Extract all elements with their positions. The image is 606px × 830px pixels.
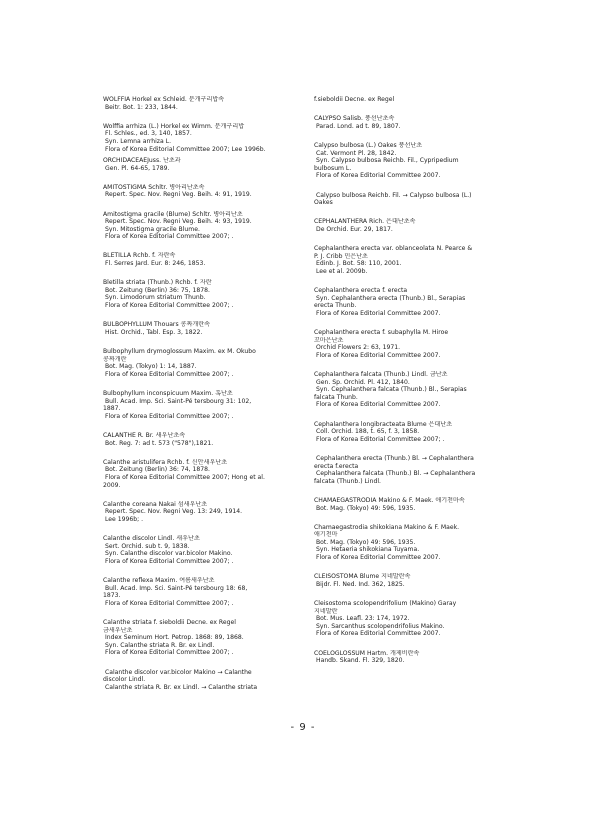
entry-line: Orchid Flowers 2: 63, 1971. [316, 344, 401, 352]
taxon-entry [314, 329, 529, 359]
entry-line: Oakes [314, 199, 333, 207]
entry-line: P. J. Cribb 민은난초 [314, 252, 368, 260]
entry-line: Flora of Korea Editorial Committee 2007; . [105, 302, 234, 310]
taxon-entry [103, 501, 318, 524]
entry-line: Fl. Schles., ed. 3, 140, 1857. [105, 130, 192, 138]
entry-line: 2009. [103, 481, 121, 489]
entry-line: 지네발란 [314, 607, 338, 615]
taxon-entry [103, 184, 318, 199]
taxon-entry [314, 245, 529, 275]
entry-line: CEPHALANTHERA Rich. 은대난초속 [314, 218, 416, 226]
entry-line: Bulbophyllum inconspicuum Maxim. 혹난초 [103, 389, 233, 397]
entry-line: Flora of Korea Editorial Committee 2007. [316, 309, 441, 317]
entry-line: Bot. Zeitung (Berlin) 36: 75, 1878. [105, 286, 210, 294]
entry-line: Hist. Orchid., Tabl. Esp. 3, 1822. [105, 328, 203, 336]
entry-line: Calanthe striata f. sieboldii Decne. ex Regel [103, 619, 236, 627]
taxon-entry [314, 142, 529, 180]
entry-line: COELOGLOSSUM Hartm. 개제비란속 [314, 649, 420, 657]
entry-line: Cephalanthera longibracteata Blume 은대난초 [314, 420, 453, 428]
entry-line: Cephalanthera erecta f. subaphylla M. Hiroe [314, 329, 449, 337]
entry-line: ORCHIDACEAEJuss. 난초과 [103, 156, 181, 164]
entry-line: Cephalanthera erecta f. erecta [314, 287, 408, 295]
entry-line: Wolffia arrhiza (L.) Horkel ex Wimm. 분개구리밥 [103, 122, 245, 130]
entry-line: 애기천마 [314, 531, 338, 539]
entry-line: Bot. Mag. (Tokyo) 1: 14, 1887. [105, 363, 197, 371]
entry-line: Syn. Cephalanthera falcata (Thunb.) Bl., Serapias [316, 386, 467, 394]
entry-line: falcata (Thunb.) Lindl. [314, 477, 381, 485]
entry-line: Sert. Orchid. sub t. 9, 1838. [105, 542, 190, 550]
taxon-entry [103, 390, 318, 420]
entry-line: Beitr. Bot. 1: 233, 1844. [105, 103, 178, 111]
entry-line: Edinb. J. Bot. 58: 110, 2001. [316, 260, 402, 268]
entry-line: Gen. Pl. 64-65, 1789. [105, 164, 170, 172]
entry-line: Calypso bulbosa Reichb. Fil. → Calypso bulbosa (L.) [316, 191, 472, 199]
taxon-entry [103, 619, 318, 657]
entry-line: CHAMAEGASTRODIA Makino & F. Maek. 애기천마속 [314, 496, 465, 504]
entry-line: 1873. [103, 592, 121, 600]
taxon-entry [103, 432, 318, 447]
entry-line: Calanthe reflexa Maxim. 여름새우난초 [103, 577, 215, 585]
entry-line: Cleisostoma scolopendrifolium (Makino) Garay [314, 600, 457, 608]
taxon-entry [103, 321, 318, 336]
entry-line: CALYPSO Salisb. 풍선난초속 [314, 115, 395, 123]
entry-line: Cephalanthera erecta var. oblanceolata N. Pearce & [314, 245, 473, 253]
taxon-entry [103, 577, 318, 607]
entry-line: Flora of Korea Editorial Committee 2007. [316, 351, 441, 359]
entry-line: Syn. Calypso bulbosa Reichb. Fil., Cypripedium [316, 157, 459, 165]
entry-line: Calypso bulbosa (L.) Oakes 풍선난초 [314, 141, 423, 149]
taxon-entry [314, 371, 529, 409]
entry-line: Flora of Korea Editorial Committee 2007; . [105, 649, 234, 657]
taxon-entry [314, 115, 529, 130]
entry-line: Flora of Korea Editorial Committee 2007. [316, 630, 441, 638]
entry-line: Cat. Vermont Pl. 28, 1842. [316, 149, 397, 157]
taxon-entry [314, 524, 529, 562]
taxon-entry [103, 535, 318, 565]
entry-line: Fl. Serres Jard. Eur. 8: 246, 1853. [105, 260, 206, 268]
taxon-entry [314, 573, 529, 588]
right-column [314, 96, 529, 676]
taxon-entry [103, 96, 318, 111]
taxon-entry [103, 252, 318, 267]
entry-line: Syn. Sarcanthus scolopendrifolius Makino. [316, 622, 445, 630]
entry-line: 1887. [103, 405, 121, 413]
entry-line: Flora of Korea Editorial Committee 2007. [316, 554, 441, 562]
taxon-entry [314, 96, 529, 104]
entry-line: 콩짜개란 [103, 355, 127, 363]
entry-line: discolor Lindl. [103, 676, 146, 684]
entry-line: Syn. Calanthe discolor var.bicolor Makino. [105, 550, 233, 558]
entry-line: Bijdr. Fl. Ned. Ind. 362, 1825. [316, 580, 405, 588]
left-column [103, 96, 318, 703]
entry-line: Bot. Reg. 7: ad t. 573 ("578"),1821. [105, 439, 214, 447]
taxon-entry [103, 669, 318, 692]
entry-line: Lee 1996b; . [105, 515, 144, 523]
taxon-entry [314, 600, 529, 638]
entry-line: falcata Thunb. [314, 393, 358, 401]
entry-line: Cephalanthera falcata (Thunb.) Lindl. 금난초 [314, 371, 448, 378]
page-number: - 9 - [290, 722, 316, 733]
taxon-entry [314, 287, 529, 317]
entry-line: Bot. Mag. (Tokyo) 49: 596, 1935. [316, 538, 416, 546]
entry-line: De Orchid. Eur. 29, 1817. [316, 225, 393, 233]
entry-line: Bletilla striata (Thunb.) Rchb. f. 자란 [103, 279, 212, 287]
entry-line: bulbosum L. [314, 164, 352, 172]
entry-line: Lee et al. 2009b. [316, 267, 368, 275]
entry-line: Flora of Korea Editorial Committee 2007; . [105, 599, 234, 607]
taxon-entry [314, 455, 529, 485]
entry-line: Calanthe coreana Nakai 섬새우난초 [103, 500, 208, 508]
entry-line: Gen. Sp. Orchid. Pl. 412, 1840. [316, 378, 410, 386]
entry-line: Calanthe discolor Lindl. 새우난초 [103, 535, 200, 543]
entry-line: BULBOPHYLLUM Thouars 콩짜개란속 [103, 321, 210, 329]
entry-line: Flora of Korea Editorial Committee 2007; . [105, 233, 234, 241]
taxon-entry [103, 348, 318, 378]
entry-line: Repert. Spec. Nov. Regni Veg. 13: 249, 1914. [105, 508, 243, 516]
entry-line: Flora of Korea Editorial Committee 2007. [316, 172, 441, 180]
entry-line: Syn. Hetaeria shikokiana Tuyama. [316, 546, 420, 554]
taxon-entry [103, 123, 318, 172]
entry-line: Calanthe striata R. Br. ex Lindl. → Calanthe striata [105, 683, 258, 691]
entry-line: Bulbophyllum drymoglossum Maxim. ex M. Okubo [103, 348, 256, 356]
entry-line: 꼬마은난초 [314, 336, 344, 344]
taxon-entry [314, 421, 529, 444]
entry-line: 금새우난초 [103, 626, 133, 634]
entry-line: Flora of Korea Editorial Committee 2007; Lee 1996b. [105, 145, 266, 153]
entry-line: Calanthe discolor var.bicolor Makino → Calanthe [105, 668, 252, 676]
entry-line: Syn. Limodorum striatum Thunb. [105, 294, 206, 302]
entry-line: Flora of Korea Editorial Committee 2007; Hong et al. [105, 473, 265, 481]
entry-line: Flora of Korea Editorial Committee 2007. [316, 401, 441, 409]
entry-line: Calanthe aristulifera Rchb. f. 신안새우난초 [103, 458, 228, 466]
entry-line: BLETILLA Rchb. f. 자란속 [103, 252, 176, 260]
entry-line: Syn. Calanthe striata R. Br. ex Lindl. [105, 641, 215, 649]
entry-line: Handb. Skand. Fl. 329, 1820. [316, 657, 405, 665]
taxon-entry [103, 211, 318, 241]
entry-line: Flora of Korea Editorial Committee 2007; . [105, 557, 234, 565]
entry-line: Syn. Cephalanthera erecta (Thunb.) Bl., Serapias [316, 294, 466, 302]
entry-line: Index Seminum Hort. Petrop. 1868: 89, 1868. [105, 634, 244, 642]
taxon-entry [314, 218, 529, 233]
taxon-entry [103, 459, 318, 489]
entry-line: Coll. Orchid. 188, t. 65, f. 3, 1858. [316, 428, 420, 436]
entry-line: Bull. Acad. Imp. Sci. Saint-Pé tersbourg 31: 102, [105, 397, 252, 405]
entry-line: f.sieboldii Decne. ex Regel [314, 96, 395, 103]
entry-line: CLEISOSTOMA Blume 지네발란속 [314, 573, 411, 581]
entry-line: Syn. Lemna arrhiza L. [105, 137, 172, 145]
taxon-entry [314, 497, 529, 512]
entry-line: Chamaegastrodia shikokiana Makino & F. Maek. [314, 523, 460, 531]
taxon-entry [314, 650, 529, 665]
entry-line: Flora of Korea Editorial Committee 2007; . [105, 412, 234, 420]
entry-line: Flora of Korea Editorial Committee 2007; . [105, 370, 234, 378]
entry-line: AMITOSTIGMA Schltr. 병아리난초속 [103, 183, 205, 191]
entry-line: WOLFFIA Horkel ex Schleid. 분개구리밥속 [103, 96, 225, 103]
entry-line: Repert. Spec. Nov. Regni Veg. Beih. 4: 93, 1919. [105, 218, 252, 226]
taxon-entry [314, 192, 529, 207]
entry-line: Cephalanthera erecta (Thunb.) Bl. → Cephalanthera [316, 454, 474, 462]
entry-line: Amitostigma gracile (Blume) Schltr. 병아리난초 [103, 210, 243, 218]
entry-line: Bot. Mag. (Tokyo) 49: 596, 1935. [316, 504, 416, 512]
entry-line: Bot. Mus. Leafl. 23: 174, 1972. [316, 615, 410, 623]
entry-line: Syn. Mitostigma gracile Blume. [105, 225, 200, 233]
entry-line: Bot. Zeitung (Berlin) 36: 74, 1878. [105, 466, 210, 474]
entry-line: Repert. Spec. Nov. Regni Veg. Beih. 4: 91, 1919. [105, 191, 252, 199]
entry-line: Bull. Acad. Imp. Sci. Saint-Pé tersbourg 18: 68, [105, 584, 248, 592]
entry-line: Cephalanthera falcata (Thunb.) Bl. → Cephalanthera [316, 470, 476, 478]
entry-line: Flora of Korea Editorial Committee 2007; . [316, 435, 445, 443]
entry-line: erecta f.erecta [314, 462, 359, 470]
entry-line: CALANTHE R. Br. 새우난초속 [103, 431, 186, 439]
entry-line: Parad. Lond. ad t. 89, 1807. [316, 122, 401, 130]
taxon-entry [103, 279, 318, 309]
entry-line: erecta Thunb. [314, 302, 357, 310]
